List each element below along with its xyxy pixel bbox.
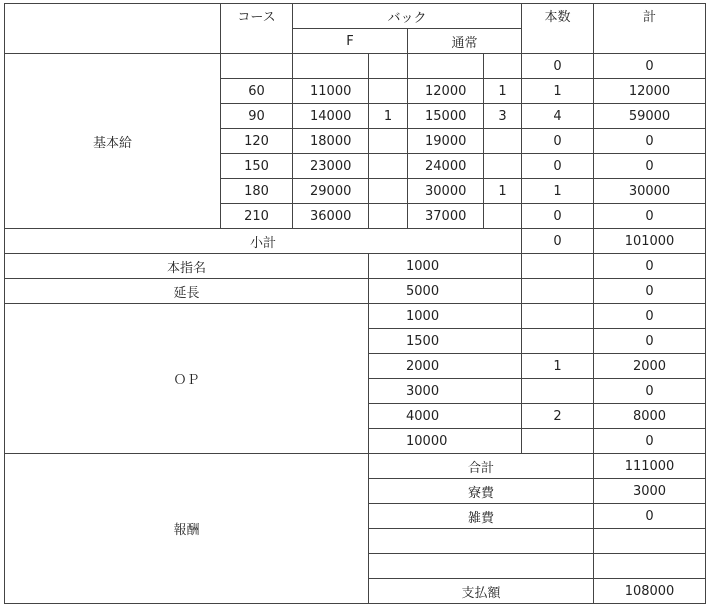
empty-value-cell[interactable]	[594, 554, 706, 579]
header-f: F	[293, 29, 408, 54]
subtotal-count[interactable]: 0	[522, 229, 594, 254]
op-count-cell[interactable]	[522, 304, 594, 329]
course-cell[interactable]: 180	[221, 179, 293, 204]
normal-price-cell[interactable]	[408, 54, 484, 79]
total-cell[interactable]: 59000	[594, 104, 706, 129]
count-cell[interactable]: 4	[522, 104, 594, 129]
op-price-cell[interactable]: 4000	[369, 404, 522, 429]
honshimei-price[interactable]: 1000	[369, 254, 522, 279]
header-blank-cell	[5, 4, 221, 54]
course-cell[interactable]: 150	[221, 154, 293, 179]
f-price-cell[interactable]	[293, 54, 369, 79]
normal-qty-cell[interactable]: 3	[484, 104, 522, 129]
course-cell[interactable]: 90	[221, 104, 293, 129]
normal-qty-cell[interactable]: 1	[484, 179, 522, 204]
f-qty-cell[interactable]	[369, 129, 408, 154]
count-cell[interactable]: 0	[522, 154, 594, 179]
normal-qty-cell[interactable]	[484, 204, 522, 229]
empty-label-cell	[369, 554, 594, 579]
op-count-cell[interactable]	[522, 379, 594, 404]
header-normal: 通常	[408, 29, 522, 54]
course-cell[interactable]: 120	[221, 129, 293, 154]
count-cell[interactable]: 0	[522, 54, 594, 79]
normal-qty-cell[interactable]: 1	[484, 79, 522, 104]
op-total-cell[interactable]: 8000	[594, 404, 706, 429]
normal-price-cell[interactable]: 37000	[408, 204, 484, 229]
gokei-value[interactable]: 111000	[594, 454, 706, 479]
op-count-cell[interactable]	[522, 329, 594, 354]
normal-price-cell[interactable]: 19000	[408, 129, 484, 154]
empty-label-cell	[369, 529, 594, 554]
ryohi-value[interactable]: 3000	[594, 479, 706, 504]
f-price-cell[interactable]: 14000	[293, 104, 369, 129]
f-qty-cell[interactable]: 1	[369, 104, 408, 129]
count-cell[interactable]: 1	[522, 179, 594, 204]
housyu-label: 報酬	[5, 454, 369, 604]
total-cell[interactable]: 0	[594, 204, 706, 229]
f-price-cell[interactable]: 36000	[293, 204, 369, 229]
op-total-cell[interactable]: 0	[594, 304, 706, 329]
header-count: 本数	[522, 4, 594, 54]
subtotal-label: 小計	[5, 229, 522, 254]
f-qty-cell[interactable]	[369, 204, 408, 229]
op-count-cell[interactable]: 2	[522, 404, 594, 429]
op-price-cell[interactable]: 1500	[369, 329, 522, 354]
header-course: コース	[221, 4, 293, 54]
zappi-value[interactable]: 0	[594, 504, 706, 529]
count-cell[interactable]: 0	[522, 129, 594, 154]
normal-qty-cell[interactable]	[484, 129, 522, 154]
op-count-cell[interactable]: 1	[522, 354, 594, 379]
zappi-label: 雑費	[369, 504, 594, 529]
encho-total[interactable]: 0	[594, 279, 706, 304]
op-total-cell[interactable]: 0	[594, 429, 706, 454]
op-total-cell[interactable]: 2000	[594, 354, 706, 379]
op-total-cell[interactable]: 0	[594, 379, 706, 404]
normal-qty-cell[interactable]	[484, 54, 522, 79]
shiharai-label: 支払額	[369, 579, 594, 604]
f-price-cell[interactable]: 18000	[293, 129, 369, 154]
kihonkyu-label: 基本給	[5, 54, 221, 229]
op-total-cell[interactable]: 0	[594, 329, 706, 354]
normal-price-cell[interactable]: 30000	[408, 179, 484, 204]
shiharai-value[interactable]: 108000	[594, 579, 706, 604]
encho-count[interactable]	[522, 279, 594, 304]
normal-price-cell[interactable]: 15000	[408, 104, 484, 129]
pay-sheet	[4, 3, 706, 604]
course-cell[interactable]	[221, 54, 293, 79]
encho-price[interactable]: 5000	[369, 279, 522, 304]
ryohi-label: 寮費	[369, 479, 594, 504]
total-cell[interactable]: 0	[594, 154, 706, 179]
normal-price-cell[interactable]: 12000	[408, 79, 484, 104]
honshimei-count[interactable]	[522, 254, 594, 279]
op-price-cell[interactable]: 10000	[369, 429, 522, 454]
count-cell[interactable]: 0	[522, 204, 594, 229]
course-cell[interactable]: 60	[221, 79, 293, 104]
op-price-cell[interactable]: 1000	[369, 304, 522, 329]
op-label: ＯＰ	[5, 304, 369, 454]
honshimei-label: 本指名	[5, 254, 369, 279]
f-price-cell[interactable]: 11000	[293, 79, 369, 104]
f-qty-cell[interactable]	[369, 54, 408, 79]
header-back: バック	[293, 4, 522, 29]
count-cell[interactable]: 1	[522, 79, 594, 104]
subtotal-total[interactable]: 101000	[594, 229, 706, 254]
op-count-cell[interactable]	[522, 429, 594, 454]
f-price-cell[interactable]: 23000	[293, 154, 369, 179]
honshimei-total[interactable]: 0	[594, 254, 706, 279]
f-qty-cell[interactable]	[369, 79, 408, 104]
total-cell[interactable]: 30000	[594, 179, 706, 204]
op-price-cell[interactable]: 3000	[369, 379, 522, 404]
gokei-label: 合計	[369, 454, 594, 479]
op-price-cell[interactable]: 2000	[369, 354, 522, 379]
f-qty-cell[interactable]	[369, 154, 408, 179]
course-cell[interactable]: 210	[221, 204, 293, 229]
encho-label: 延長	[5, 279, 369, 304]
total-cell[interactable]: 12000	[594, 79, 706, 104]
f-qty-cell[interactable]	[369, 179, 408, 204]
table-row	[5, 304, 706, 329]
f-price-cell[interactable]: 29000	[293, 179, 369, 204]
total-cell[interactable]: 0	[594, 129, 706, 154]
normal-qty-cell[interactable]	[484, 154, 522, 179]
header-total: 計	[594, 4, 706, 54]
total-cell[interactable]: 0	[594, 54, 706, 79]
normal-price-cell[interactable]: 24000	[408, 154, 484, 179]
empty-value-cell[interactable]	[594, 529, 706, 554]
